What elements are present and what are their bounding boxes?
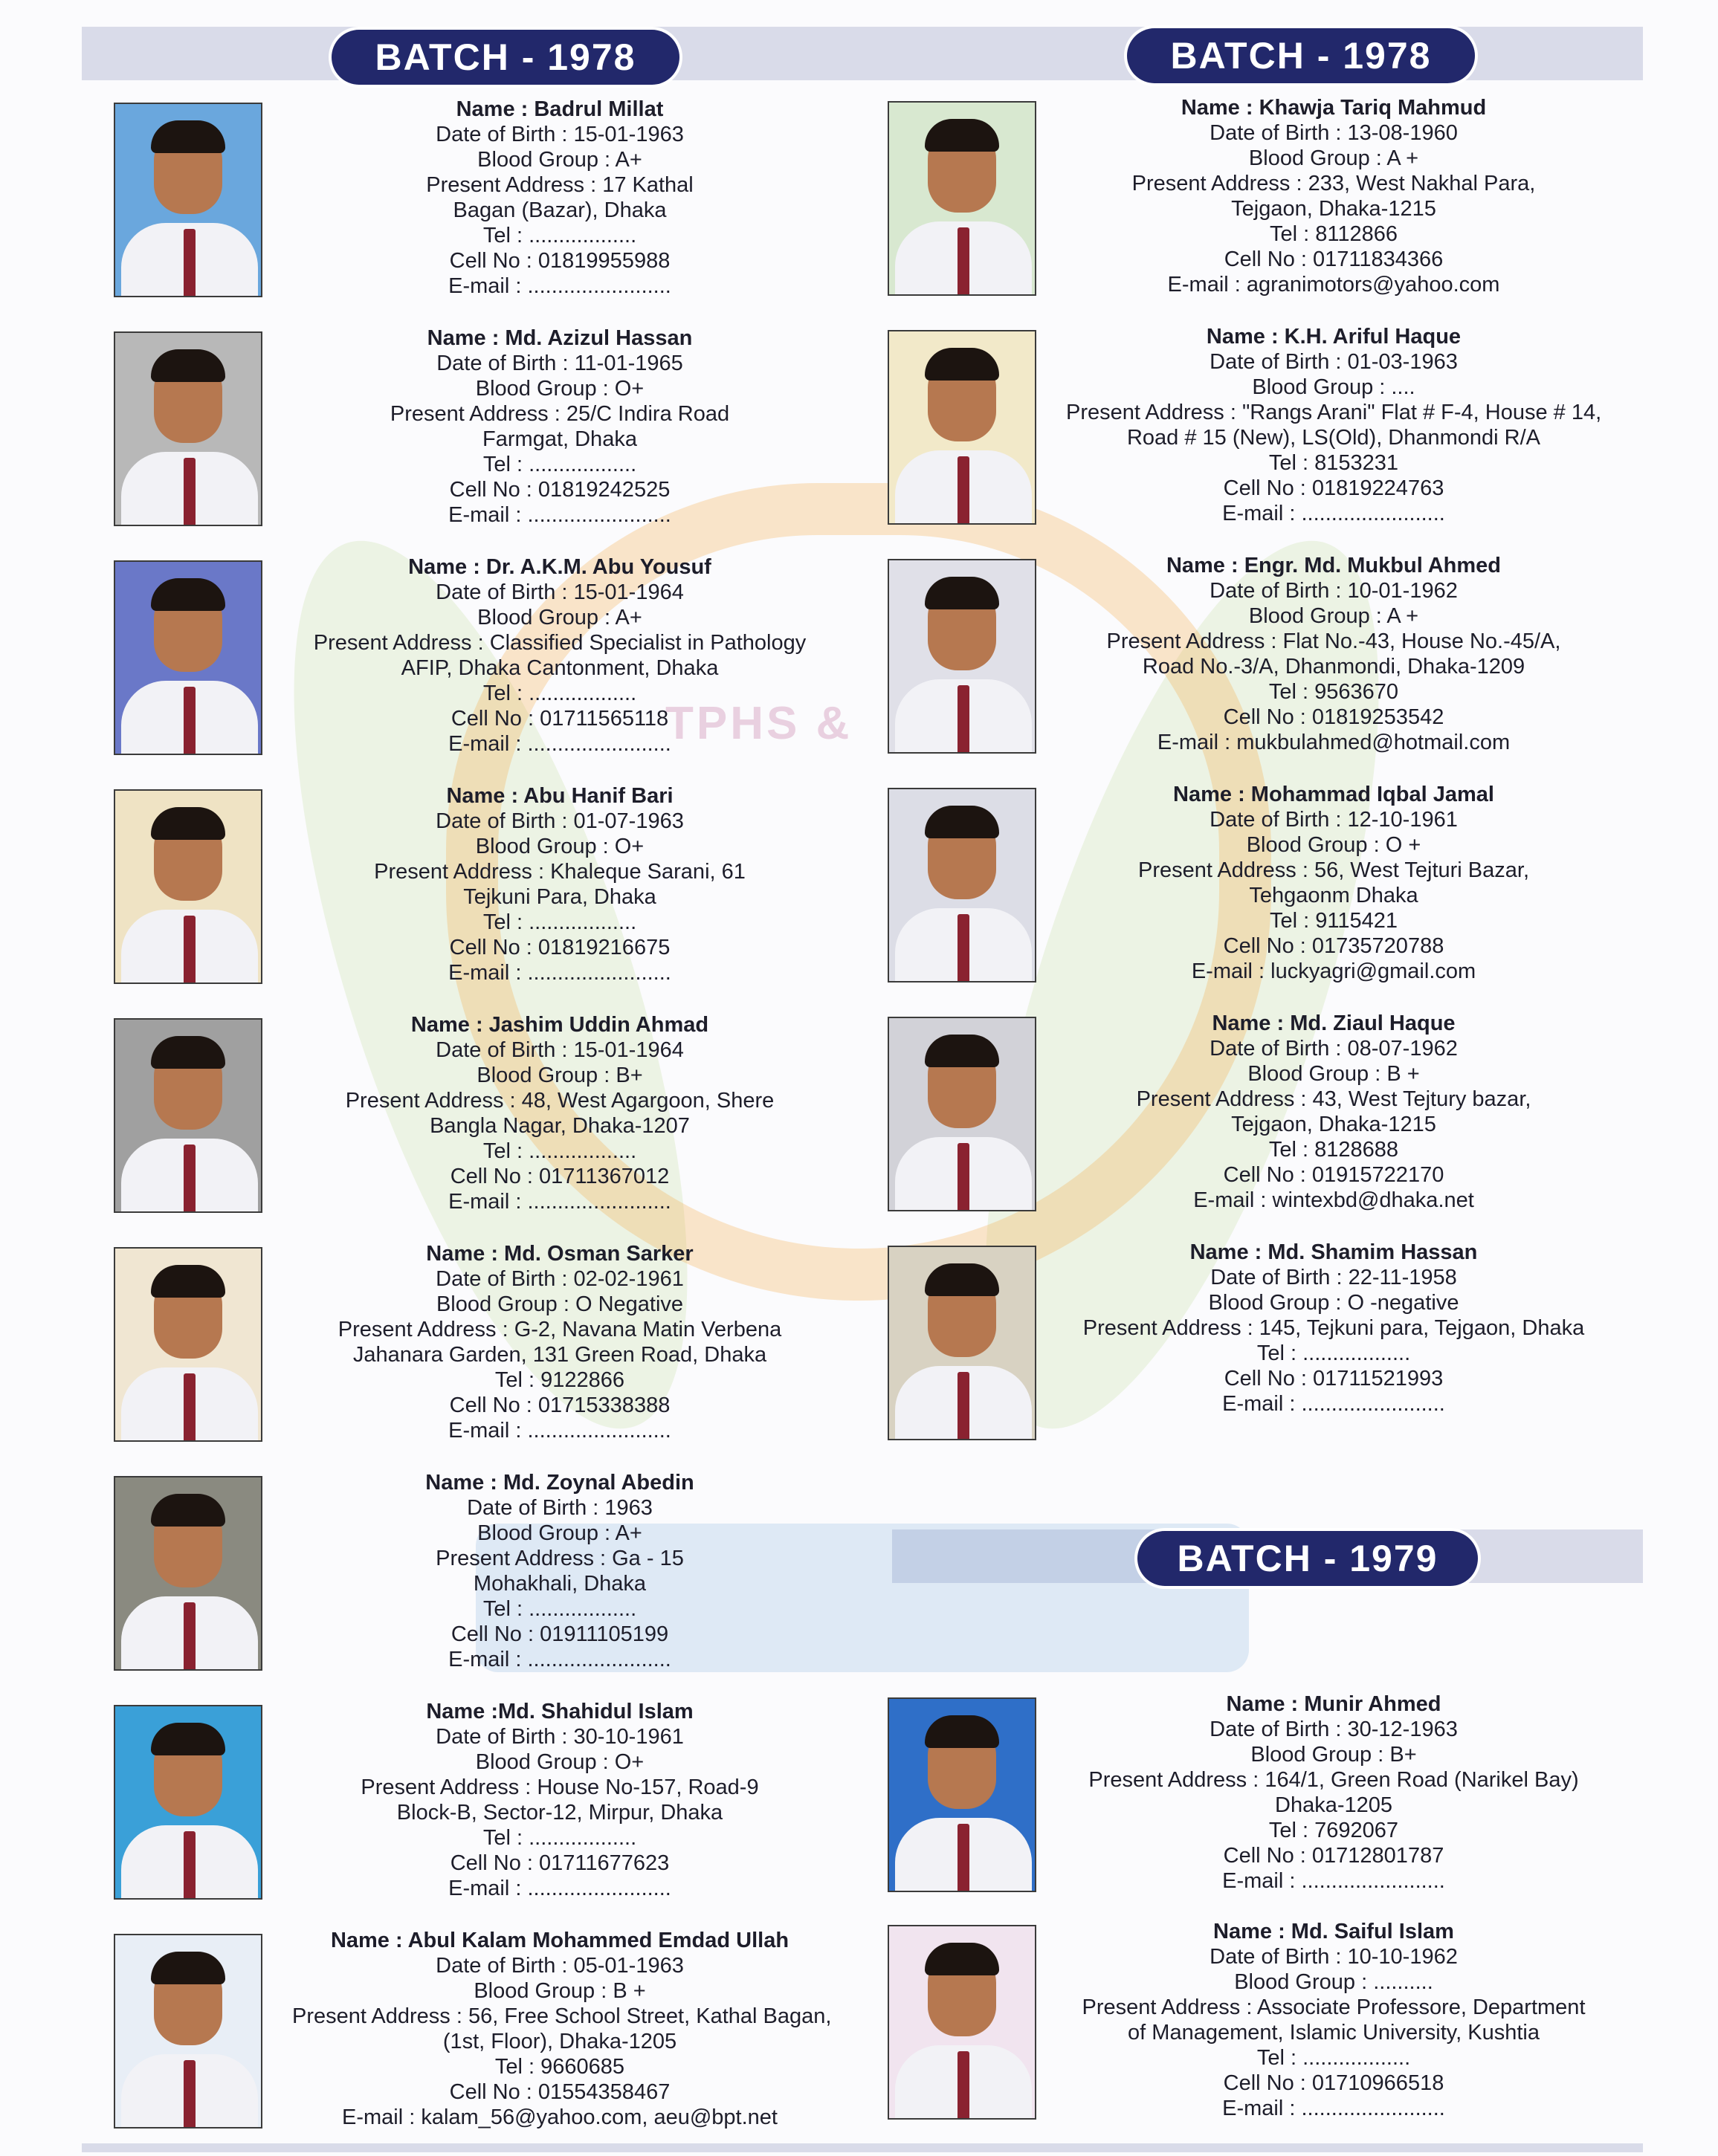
member-dob: Date of Birth : 15-01-1964 <box>436 580 684 604</box>
member-address-line: Road # 15 (New), LS(Old), Dhanmondi R/A <box>1126 426 1541 450</box>
member-name: Name : Md. Saiful Islam <box>1213 1920 1454 1943</box>
member-blood-group: Blood Group : O -negative <box>1208 1291 1459 1315</box>
member-photo <box>888 101 1036 296</box>
member-tel: Tel : .................. <box>1256 1341 1411 1365</box>
member-cell: Cell No : 01711565118 <box>451 707 669 731</box>
member-details <box>292 554 827 757</box>
member-details <box>1066 1011 1601 1213</box>
member-blood-group: Blood Group : A+ <box>477 148 642 172</box>
footer-strip <box>82 2143 1643 2152</box>
batch-1978-heading-left: BATCH - 1978 <box>332 30 679 85</box>
member-tel: Tel : .................. <box>482 682 637 705</box>
member-photo <box>114 1476 262 1671</box>
member-address-line: Present Address : 25/C Indira Road <box>390 402 730 426</box>
member-email: E-mail : ........................ <box>448 274 671 298</box>
member-tel: Tel : 9115421 <box>1270 909 1398 933</box>
member-name: Name : Md. Ziaul Haque <box>1212 1011 1456 1035</box>
member-address-line: Present Address : 145, Tejkuni para, Tejgaon, Dhaka <box>1082 1316 1585 1340</box>
member-dob: Date of Birth : 05-01-1963 <box>436 1954 684 1978</box>
member-cell: Cell No : 01711677623 <box>450 1851 670 1875</box>
member-address-line: Bangla Nagar, Dhaka-1207 <box>430 1114 690 1138</box>
member-name: Name : Engr. Md. Mukbul Ahmed <box>1166 554 1502 577</box>
member-name: Name : Dr. A.K.M. Abu Yousuf <box>408 555 711 579</box>
member-dob: Date of Birth : 12-10-1961 <box>1210 808 1458 832</box>
member-details <box>1066 1919 1601 2121</box>
member-photo <box>888 1246 1036 1440</box>
member-address-line: Present Address : 17 Kathal <box>426 173 694 197</box>
member-blood-group: Blood Group : .... <box>1252 375 1415 399</box>
member-tel: Tel : .................. <box>482 1826 637 1850</box>
member-email: E-mail : ........................ <box>1222 502 1445 525</box>
member-name: Name : Md. Zoynal Abedin <box>425 1471 694 1495</box>
member-blood-group: Blood Group : O+ <box>475 377 645 401</box>
member-address-line: Present Address : Flat No.-43, House No.-45/A, <box>1106 629 1561 653</box>
member-blood-group: Blood Group : .......... <box>1234 1970 1433 1994</box>
member-email: E-mail : ........................ <box>448 1190 671 1214</box>
member-photo <box>888 1925 1036 2120</box>
member-blood-group: Blood Group : A+ <box>477 1521 642 1545</box>
member-tel: Tel : .................. <box>482 224 637 247</box>
member-email: E-mail : ........................ <box>448 732 671 756</box>
member-blood-group: Blood Group : O+ <box>475 1750 645 1774</box>
member-address-line: AFIP, Dhaka Cantonment, Dhaka <box>401 656 719 680</box>
member-dob: Date of Birth : 08-07-1962 <box>1210 1037 1458 1061</box>
member-address-line: of Management, Islamic University, Kushtia <box>1128 2021 1540 2045</box>
member-address-line: Bagan (Bazar), Dhaka <box>453 198 667 222</box>
member-photo <box>114 331 262 526</box>
member-cell: Cell No : 01712801787 <box>1223 1844 1444 1868</box>
member-blood-group: Blood Group : A + <box>1248 146 1419 170</box>
member-name: Name : Khawja Tariq Mahmud <box>1181 96 1487 120</box>
member-address-line: Mohakhali, Dhaka <box>473 1572 647 1596</box>
member-photo <box>114 1018 262 1213</box>
member-cell: Cell No : 01819955988 <box>449 249 671 273</box>
member-name: Name : K.H. Ariful Haque <box>1206 325 1462 349</box>
member-blood-group: Blood Group : B+ <box>477 1064 643 1087</box>
member-details <box>1066 553 1601 755</box>
member-blood-group: Blood Group : B + <box>1247 1062 1420 1086</box>
member-name: Name :Md. Shahidul Islam <box>426 1700 694 1723</box>
member-email: E-mail : ........................ <box>448 961 671 985</box>
member-email: E-mail : mukbulahmed@hotmail.com <box>1157 731 1511 754</box>
member-blood-group: Blood Group : O+ <box>475 835 645 858</box>
member-cell: Cell No : 01710966518 <box>1223 2071 1444 2095</box>
member-blood-group: Blood Group : B + <box>474 1979 646 2003</box>
member-address-line: Present Address : House No-157, Road-9 <box>361 1775 759 1799</box>
member-address-line: Present Address : 233, West Nakhal Para, <box>1131 172 1536 195</box>
member-tel: Tel : .................. <box>482 1597 637 1621</box>
member-name: Name : Badrul Millat <box>456 97 664 121</box>
member-address-line: Block-B, Sector-12, Mirpur, Dhaka <box>396 1801 723 1825</box>
member-photo <box>114 1705 262 1900</box>
member-photo <box>114 1934 262 2129</box>
member-details <box>292 783 827 985</box>
member-dob: Date of Birth : 10-01-1962 <box>1210 579 1458 603</box>
member-cell: Cell No : 01715338388 <box>449 1393 671 1417</box>
member-name: Name : Md. Azizul Hassan <box>427 326 693 350</box>
member-address-line: Present Address : 56, Free School Street, Kathal Bagan, <box>292 2004 832 2028</box>
member-name: Name : Mohammad Iqbal Jamal <box>1173 783 1494 806</box>
member-cell: Cell No : 01735720788 <box>1223 934 1444 958</box>
member-photo <box>888 788 1036 982</box>
member-address-line: Dhaka-1205 <box>1275 1793 1392 1817</box>
member-details <box>292 1928 832 2130</box>
member-details <box>1066 782 1601 984</box>
member-details <box>292 326 827 528</box>
member-cell: Cell No : 01554358467 <box>449 2080 671 2104</box>
member-name: Name : Abu Hanif Bari <box>446 784 674 808</box>
member-name: Name : Abul Kalam Mohammed Emdad Ullah <box>330 1929 789 1952</box>
member-tel: Tel : .................. <box>1256 2046 1411 2070</box>
member-address-line: Present Address : 48, West Agargoon, Shere <box>345 1089 775 1113</box>
member-details <box>292 1241 827 1443</box>
member-cell: Cell No : 01819253542 <box>1223 705 1444 729</box>
member-tel: Tel : 8128688 <box>1268 1138 1399 1162</box>
member-cell: Cell No : 01911105199 <box>451 1622 669 1646</box>
member-email: E-mail : ........................ <box>448 1877 671 1900</box>
member-address-line: Present Address : 164/1, Green Road (Narikel Bay) <box>1088 1768 1579 1792</box>
member-address-line: Present Address : 56, West Tejturi Bazar, <box>1137 858 1530 882</box>
member-tel: Tel : 9122866 <box>494 1368 625 1392</box>
watermark-text: TPHS & <box>665 698 853 749</box>
member-blood-group: Blood Group : O Negative <box>436 1292 684 1316</box>
member-tel: Tel : 9660685 <box>494 2055 625 2079</box>
member-photo <box>888 559 1036 754</box>
member-details <box>292 1699 827 1901</box>
member-address-line: Tehgaonm Dhaka <box>1249 884 1418 907</box>
batch-1978-heading-right: BATCH - 1978 <box>1127 28 1475 83</box>
member-cell: Cell No : 01711521993 <box>1224 1367 1444 1391</box>
member-dob: Date of Birth : 01-03-1963 <box>1210 350 1458 374</box>
member-cell: Cell No : 01819224763 <box>1223 476 1444 500</box>
member-tel: Tel : .................. <box>482 453 637 476</box>
member-address-line: Jahanara Garden, 131 Green Road, Dhaka <box>352 1343 767 1367</box>
member-tel: Tel : 8112866 <box>1270 222 1398 246</box>
member-photo <box>114 789 262 984</box>
member-details <box>292 1470 827 1672</box>
member-tel: Tel : .................. <box>482 910 637 934</box>
member-blood-group: Blood Group : A + <box>1248 604 1419 628</box>
member-address-line: Present Address : Khaleque Sarani, 61 <box>374 860 746 884</box>
member-blood-group: Blood Group : A+ <box>477 606 642 629</box>
member-tel: Tel : 8153231 <box>1268 451 1399 475</box>
member-dob: Date of Birth : 22-11-1958 <box>1210 1266 1457 1289</box>
member-tel: Tel : .................. <box>482 1139 637 1163</box>
member-dob: Date of Birth : 30-12-1963 <box>1210 1718 1458 1741</box>
member-dob: Date of Birth : 15-01-1964 <box>436 1038 684 1062</box>
member-address-line: Tejgaon, Dhaka-1215 <box>1231 197 1436 221</box>
batch-1979-heading: BATCH - 1979 <box>1137 1531 1478 1586</box>
member-email: E-mail : ........................ <box>1222 2097 1445 2120</box>
member-cell: Cell No : 01711834366 <box>1224 247 1444 271</box>
member-email: E-mail : ........................ <box>448 1648 671 1671</box>
member-name: Name : Jashim Uddin Ahmad <box>410 1013 709 1037</box>
member-photo <box>114 1247 262 1442</box>
member-dob: Date of Birth : 15-01-1963 <box>436 123 684 146</box>
member-address-line: Present Address : 43, West Tejtury bazar, <box>1136 1087 1531 1111</box>
member-email: E-mail : agranimotors@yahoo.com <box>1167 273 1500 297</box>
member-email: E-mail : luckyagri@gmail.com <box>1191 959 1476 983</box>
member-cell: Cell No : 01915722170 <box>1223 1163 1444 1187</box>
member-dob: Date of Birth : 02-02-1961 <box>436 1267 684 1291</box>
member-photo <box>114 560 262 755</box>
member-photo <box>888 330 1036 525</box>
member-dob: Date of Birth : 13-08-1960 <box>1210 121 1458 145</box>
member-details <box>1066 1692 1601 1894</box>
member-name: Name : Md. Osman Sarker <box>426 1242 694 1266</box>
member-address-line: Road No.-3/A, Dhanmondi, Dhaka-1209 <box>1142 655 1525 679</box>
member-address-line: Tejgaon, Dhaka-1215 <box>1231 1113 1436 1136</box>
member-address-line: Present Address : G-2, Navana Matin Verbena <box>338 1318 782 1341</box>
member-dob: Date of Birth : 1963 <box>467 1496 653 1520</box>
member-address-line: Present Address : Ga - 15 <box>436 1547 684 1570</box>
member-email: E-mail : wintexbd@dhaka.net <box>1193 1188 1474 1212</box>
member-cell: Cell No : 01819216675 <box>449 936 671 959</box>
member-name: Name : Munir Ahmed <box>1226 1692 1441 1716</box>
member-address-line: Farmgat, Dhaka <box>482 427 637 451</box>
member-name: Name : Md. Shamim Hassan <box>1189 1240 1478 1264</box>
member-email: E-mail : ........................ <box>448 1419 671 1443</box>
member-details <box>292 1012 827 1214</box>
member-tel: Tel : 7692067 <box>1268 1819 1399 1842</box>
member-dob: Date of Birth : 11-01-1965 <box>436 352 683 375</box>
member-address-line: Present Address : Classified Specialist in Pathology <box>313 631 807 655</box>
member-photo <box>114 103 262 297</box>
member-blood-group: Blood Group : O + <box>1246 833 1421 857</box>
member-email: E-mail : ........................ <box>448 503 671 527</box>
member-address-line: Present Address : Associate Professore, Department <box>1082 1995 1586 2019</box>
member-email: E-mail : ........................ <box>1222 1392 1445 1416</box>
member-cell: Cell No : 01819242525 <box>449 478 671 502</box>
member-details <box>1066 1240 1601 1417</box>
member-tel: Tel : 9563670 <box>1268 680 1399 704</box>
member-photo <box>888 1017 1036 1211</box>
member-blood-group: Blood Group : B+ <box>1250 1743 1417 1767</box>
member-details <box>1066 324 1601 526</box>
member-email: E-mail : ........................ <box>1222 1869 1445 1893</box>
member-photo <box>888 1697 1036 1892</box>
member-address-line: Present Address : "Rangs Arani" Flat # F-4, House # 14, <box>1066 401 1602 424</box>
member-details <box>1066 95 1601 297</box>
member-dob: Date of Birth : 01-07-1963 <box>436 809 684 833</box>
member-dob: Date of Birth : 30-10-1961 <box>436 1725 684 1749</box>
member-dob: Date of Birth : 10-10-1962 <box>1210 1945 1458 1969</box>
member-cell: Cell No : 01711367012 <box>450 1165 670 1188</box>
member-address-line: (1st, Floor), Dhaka-1205 <box>442 2030 677 2053</box>
member-email: E-mail : kalam_56@yahoo.com, aeu@bpt.net <box>341 2105 778 2129</box>
member-details <box>292 97 827 299</box>
member-address-line: Tejkuni Para, Dhaka <box>463 885 656 909</box>
